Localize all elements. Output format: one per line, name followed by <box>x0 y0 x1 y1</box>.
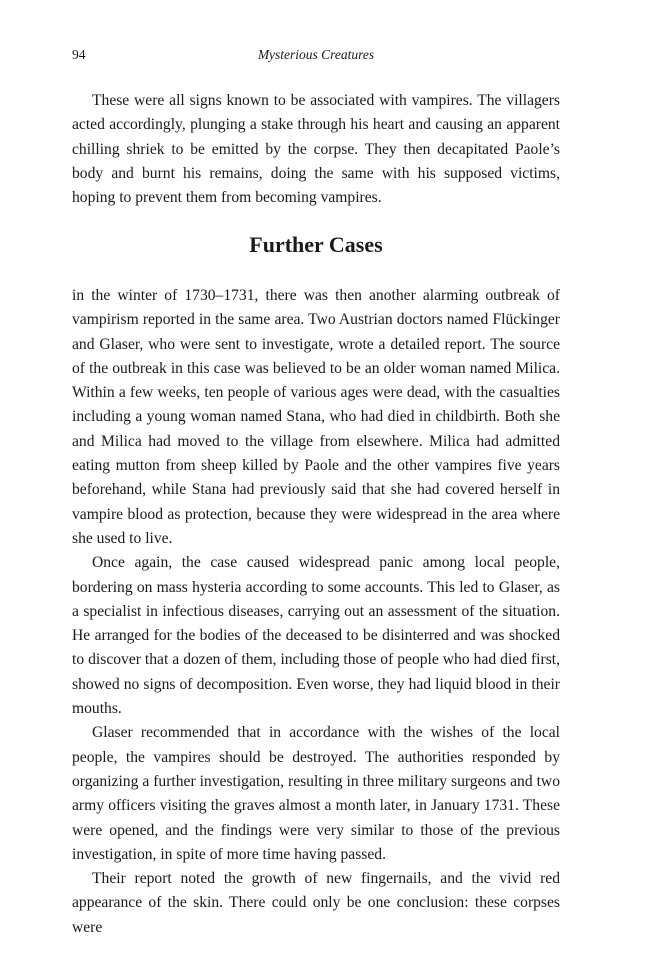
section-text <box>72 284 560 940</box>
paragraph: Once again, the case caused widespread panic among local people, bordering on mass hysteria according to some accounts. This led to Glaser, as a specialist in infectious diseases, carrying out an assessment of the situation. He arranged for the bodies of the deceased to be disinterred and was shocked to discover that a dozen of them, including those of people who had died first, showed no signs of decomposition. Even worse, they had liquid blood in their mouths. <box>72 554 560 718</box>
running-head <box>72 47 560 67</box>
opening-text <box>72 89 560 210</box>
page-number: 94 <box>72 47 86 62</box>
paragraph: These were all signs known to be associated with vampires. The villagers acted accordingly, plunging a stake through his heart and causing an apparent chilling shriek to be emitted by the corpse. They then decapitated Paole’s body and burnt his remains, doing the same with his supposed victims, hoping to prevent them from becoming vampires. <box>72 92 560 207</box>
paragraph: Glaser recommended that in accordance with the wishes of the local people, the vampires should be destroyed. The authorities responded by organizing a further investigation, resulting in three military surgeons and two army officers visiting the graves almost a month later, in January 1731. These were opened, and the findings were very similar to those of the previous investigation, in spite of more time having passed. <box>72 724 560 863</box>
book-title: Mysterious Creatures <box>257 47 375 62</box>
section-heading: Further Cases <box>249 232 383 257</box>
paragraph: Their report noted the growth of new fingernails, and the vivid red appearance of the skin. There could only be one conclusion: these corpses were <box>72 870 560 936</box>
paragraph: in the winter of 1730–1731, there was then another alarming outbreak of vampirism reported in the same area. Two Austrian doctors named Flückinger and Glaser, who were sent to investigate, wrote a detailed report. The source of the outbreak in this case was believed to be an older woman named Milica. Within a few weeks, ten people of various ages were dead, with the casualties including a young woman named Stana, who had died in childbirth. Both she and Milica had moved to the village from elsewhere. Milica had admitted eating mutton from sheep killed by Paole and the other vampires five years beforehand, while Stana had previously said that she had covered herself in vampire blood as protection, because they were widespread in the area where she used to live. <box>72 287 560 547</box>
